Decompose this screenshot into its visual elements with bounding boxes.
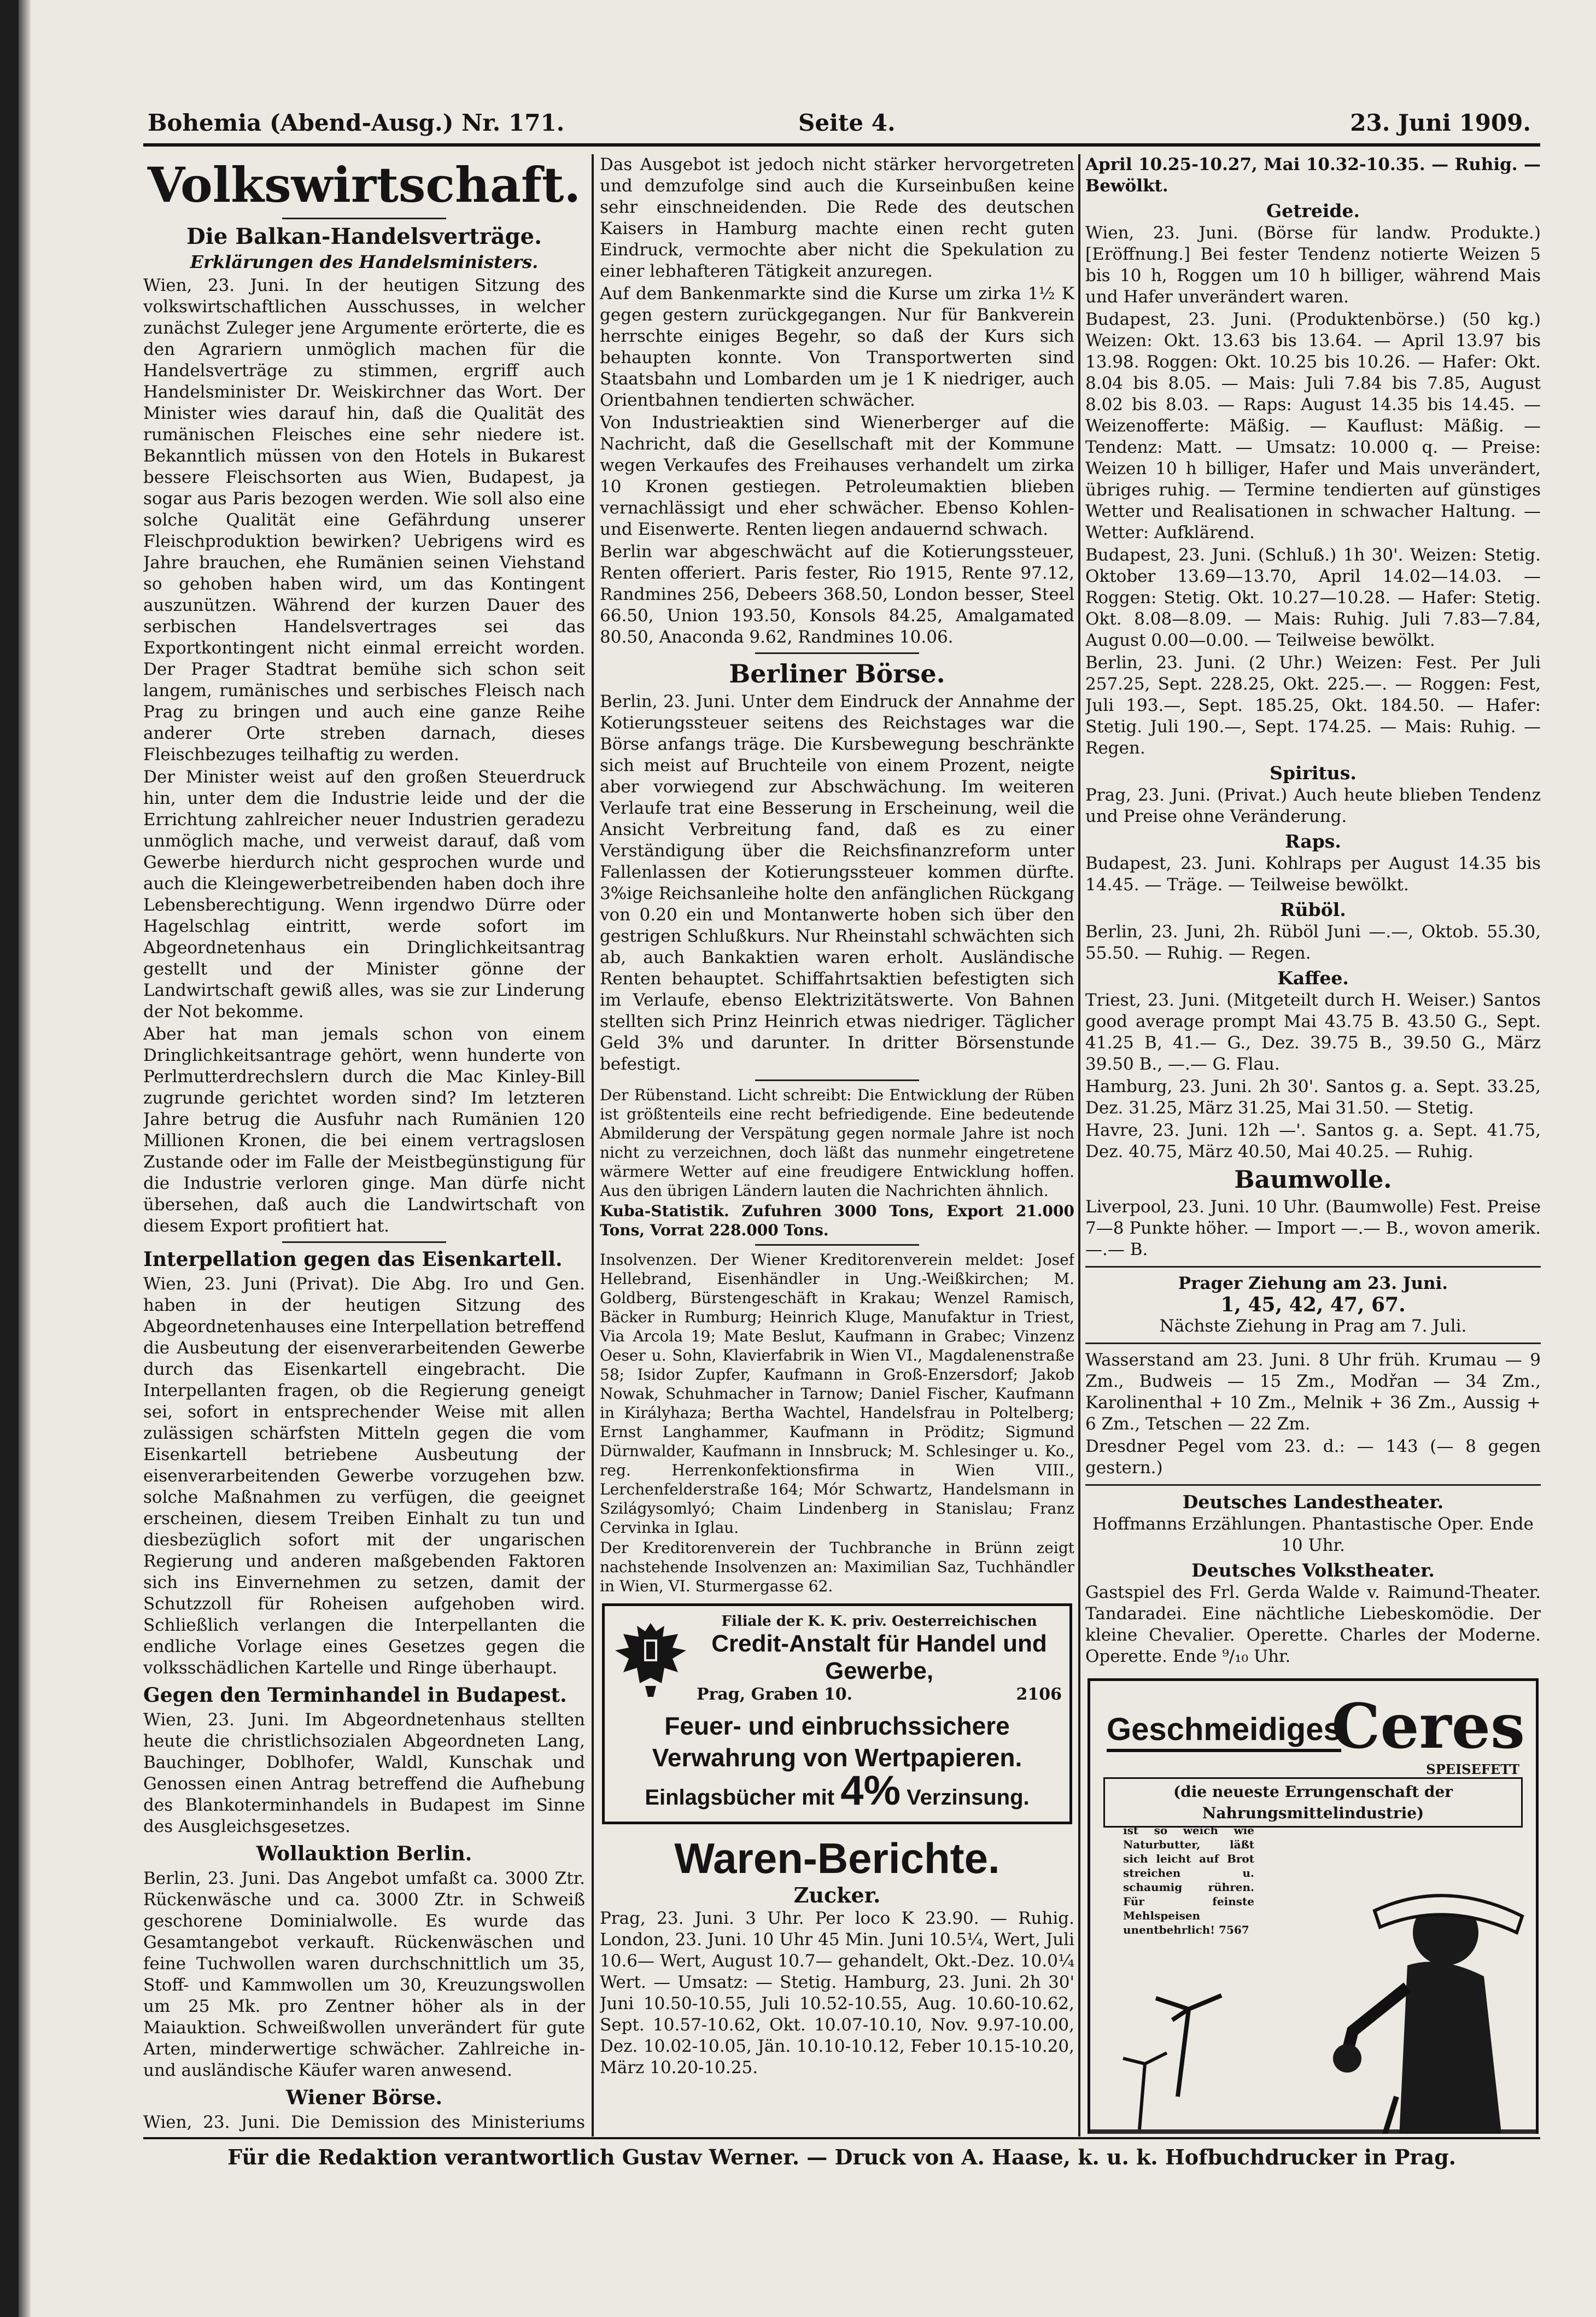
ceres-tagline: Geschmeidiges — [1107, 1711, 1341, 1752]
theater-title: Deutsches Volkstheater. — [1191, 1560, 1435, 1581]
paragraph: Der Rübenstand. Licht schreibt: Die Entwicklung der Rüben ist größtenteils eine recht befriedigende. Eine bedeutende Abmilderung der Verspätung gegen normale Jahre ist noch nicht zu verzeichnen, doch läßt das nunmehr eingetretene wärmere Wetter auf eine freudigere Entwicklung hoffen. Aus den übrigen Ländern lauten die Nachrichten ähnlich. — [600, 1086, 1074, 1200]
scan-edge — [0, 0, 19, 2317]
subsection-title: Rüböl. — [1280, 899, 1346, 920]
divider — [755, 1079, 919, 1081]
ad-header-row — [612, 1613, 1062, 1705]
ceres-slogan: (die neueste Errungenschaft der Nahrungsmittelindustrie) — [1103, 1777, 1523, 1828]
article-title: Wiener Börse. — [285, 2086, 443, 2109]
ad-address-row — [697, 1685, 1062, 1705]
ad-ref-number: 2106 — [1016, 1685, 1062, 1704]
paragraph: Wien, 23. Juni. In der heutigen Sitzung des volkswirtschaftlichen Ausschusses, in welcher zunächst Zuleger jene Argumente erörterte, die es den Agrariern unmöglich machen für die Handelsverträge zu stimmen, ergriff auch Handelsminister Dr. Weiskirchner das Wort. Der Minister wies darauf hin, daß die Qualität des rumänischen Fleisches eine sehr niedere ist. Bekanntlich müssen von den Hotels in Bukarest bessere Fleischsorten aus Wien, Budapest, ja sogar aus Paris bezogen werden. Wie soll also eine solche Qualität eine Gefährdung unserer Fleischproduktion bewirken? Uebrigens wird es Jahre brauchen, ehe Rumänien seinen Viehstand so gehoben haben wird, um das Kontingent auszunützen. Während der kurzen Dauer des serbischen Handelsvertrages sei das Exportkontingent nicht einmal erreicht worden. Der Prager Stadtrat bemühe sich schon seit langem, rumänisches und serbisches Fleisch nach Prag zu bringen und auch eine ganze Reihe anderer Orte streben darnach, dieses Fleischbezuges teilhaftig zu werden. — [143, 276, 585, 764]
article-subtitle: Erklärungen des Handelsministers. — [190, 252, 539, 272]
scan-edge-shadow — [19, 0, 31, 2317]
paragraph: Von Industrieaktien sind Wienerberger auf die Nachricht, daß die Gesellschaft mit der Kommune wegen Verkaufes des Freihauses verhandelt um zirka 10 Kronen gestiegen. Petroleumaktien blieben vernachlässigt und eher schwächer. Ebenso Kohlen- und Eisenwerte. Renten liegen andauernd schwach. — [600, 413, 1074, 539]
paragraph: Triest, 23. Juni. (Mitgeteilt durch H. Weiser.) Santos good average prompt Mai 43.75 B. 43.50 G., Sept. 41.25 B, 41.— G., Dez. 39.75 B., 39.50 G., März 39.50 B., —.— G. Flau. — [1085, 990, 1541, 1074]
paragraph: Wasserstand am 23. Juni. 8 Uhr früh. Krumau — 9 Zm., Budweis — 15 Zm., Modřan — 34 Zm., Karolinenthal + 10 Zm., Melnik + 36 Zm., Aussig + 6 Zm., Tetschen — 22 Zm. — [1085, 1350, 1541, 1434]
column-2 — [600, 154, 1074, 2134]
paragraph: Hamburg, 23. Juni. 2h 30'. Santos g. a. Sept. 33.25, Dez. 31.25, März 31.25, Mai 31.50. — Stetig. — [1085, 1077, 1541, 1118]
divider — [755, 1244, 919, 1246]
divider — [1085, 1266, 1541, 1268]
paragraph: Prag, 23. Juni. 3 Uhr. Per loco K 23.90. — Ruhig. London, 23. Juni. 10 Uhr 45 Min. Juni 10.5¼, Wert, Juli 10.6— Wert, August 10.7— gehandelt, Okt.-Dez. 10.0¼ Wert. — Umsatz: — Stetig. Hamburg, 23. Juni. 2h 30' Juni 10.50-10.55, Juli 10.52-10.55, Aug. 10.60-10.62, Sept. 10.57-10.62, Okt. 10.07-10.10, Nov. 9.97-10.00, Dez. 10.02-10.05, Jän. 10.10-10.12, Feber 10.15-10.20, März 10.20-10.25. — [600, 1909, 1074, 2077]
ceres-brand: Ceres — [1331, 1691, 1525, 1762]
lottery-next: Nächste Ziehung in Prag am 7. Juli. — [1159, 1316, 1467, 1336]
column-divider — [1078, 154, 1080, 2137]
divider — [1085, 1484, 1541, 1486]
ad-bank-name: Credit-Anstalt für Handel und Gewerbe, — [711, 1630, 1047, 1684]
column-divider — [592, 154, 594, 2137]
ad-service-text: Feuer- und einbruchssichere Verwahrung von Wertpapieren. — [652, 1712, 1022, 1772]
theater-title: Deutsches Landestheater. — [1182, 1491, 1444, 1513]
paragraph: April 10.25-10.27, Mai 10.32-10.35. — Ruhig. — Bewölkt. — [1085, 155, 1541, 196]
paragraph: Berlin, 23. Juni. Das Angebot umfaßt ca. 3000 Ztr. Rückenwäsche und ca. 3000 Ztr. in Schweiß geschorene Dominialwolle. Es wurde das Gesamtangebot verkauft. Rückenwäschen und feine Tuchwollen waren durchschnittlich um 35, Stoff- und Kammwollen um 30, Kreuzungswollen um 25 Mk. pro Zentner höher als in der Maiauktion. Schweißwollen unverändert für gute Arten, minderwertige schwächer. Zahlreiche in- und ausländische Käufer waren anwesend. — [143, 1869, 585, 2080]
article-title: Interpellation gegen das Eisenkartell. — [143, 1248, 563, 1271]
credit-anstalt-advertisement — [602, 1603, 1072, 1824]
paragraph: Liverpool, 23. Juni. 10 Uhr. (Baumwolle) Fest. Preise 7—8 Punkte höher. — Import —.— B., wovon amerik. —.— B. — [1085, 1197, 1541, 1259]
double-eagle-icon — [612, 1618, 689, 1700]
paragraph: Wien, 23. Juni. Die Demission des Ministeriums — [143, 2112, 585, 2132]
ceres-product: SPEISEFETT — [1426, 1761, 1519, 1777]
article-title: Die Balkan-Handelsverträge. — [186, 224, 542, 249]
ad-address: Prag, Graben 10. — [697, 1685, 853, 1704]
paragraph: Wien, 23. Juni. (Börse für landw. Produkte.) [Eröffnung.] Bei fester Tendenz notierte Weizen 5 bis 10 h, Roggen um 10 h billiger, während Mais und Hafer unverändert waren. — [1085, 223, 1541, 307]
subsection-title: Kaffee. — [1277, 967, 1349, 989]
paragraph: Budapest, 23. Juni. (Schluß.) 1h 30'. Weizen: Stetig. Oktober 13.69—13.70, April 14.02—14.03. — Roggen: Stetig. Okt. 10.27—10.28. — Hafer: Stetig. Okt. 8.08—8.09. — Mais: Ruhig. Juli 7.83—7.84, August 0.00—0.00. — Teilweise bewölkt. — [1085, 545, 1541, 650]
header-date: 23. Juni 1909. — [1350, 109, 1531, 136]
header-masthead: Bohemia (Abend-Ausg.) Nr. 171. — [148, 109, 565, 136]
column-3 — [1085, 154, 1541, 2134]
section-title: Volkswirtschaft. — [147, 156, 581, 213]
article-title: Wollauktion Berlin. — [256, 1842, 472, 1865]
paragraph: Kuba-Statistik. Zufuhren 3000 Tons, Export 21.000 Tons, Vorrat 228.000 Tons. — [600, 1202, 1074, 1239]
lottery-title: Prager Ziehung am 23. Juni. — [1178, 1274, 1448, 1293]
paragraph: Wien, 23. Juni. Im Abgeordnetenhaus stellten heute die christlichsozialen Abgeordneten Lang, Bauchinger, Doblhofer, Waldl, Kunschak und Genossen einen Antrag betreffend die Aufhebung des Blankoterminhandels in Budapest im Sinne des Ausgleichsgesetzes. — [143, 1710, 585, 1836]
ceres-advertisement — [1088, 1678, 1539, 2134]
footer-rule — [143, 2137, 1540, 2139]
paragraph: Prag, 23. Juni. (Privat.) Auch heute blieben Tendenz und Preise ohne Veränderung. — [1085, 785, 1541, 826]
paragraph: Der Kreditorenverein der Tuchbranche in Brünn zeigt nachstehende Insolvenzen an: Maximilian Saz, Tuchhändler in Wien, VI. Sturmergasse 62. — [600, 1539, 1074, 1595]
ad-interest-line — [612, 1767, 1062, 1815]
article-title: Berliner Börse. — [729, 659, 945, 688]
paragraph: Budapest, 23. Juni. Kohlraps per August 14.35 bis 14.45. — Träge. — Teilweise bewölkt. — [1085, 854, 1541, 895]
header-page-number: Seite 4. — [798, 109, 896, 136]
paragraph: Der Minister weist auf den großen Steuerdruck hin, unter dem die Industrie leide und der die Errichtung zahlreicher neuer Industrien geradezu unmöglich mache, und verweist darauf, daß vom Gewerbe hierdurch nicht gesprochen wurde und auch die Kleingewerbetreibenden haben doch ihre Lebensberechtigung. Wenn irgendwo Dürre oder Hagelschlag eintritt, werde sofort im Abgeordnetenhaus ein Dringlichkeitsantrag gestellt und der Minister gönne der Landwirtschaft gewiß alles, was sie zur Linderung der Not bekomme. — [143, 767, 585, 1022]
paragraph: Berlin, 23. Juni, 2h. Rüböl Juni —.—, Oktob. 55.30, 55.50. — Ruhig. — Regen. — [1085, 922, 1541, 963]
paragraph: Dresdner Pegel vom 23. d.: — 143 (— 8 gegen gestern.) — [1085, 1437, 1541, 1478]
subsection-title: Raps. — [1285, 831, 1341, 852]
paragraph: Wien, 23. Juni (Privat). Die Abg. Iro und Gen. haben in der heutigen Sitzung des Abgeordnetenhauses eine Interpellation betreffend die Ausbeutung der eisenverarbeitenden Gewerbe durch das Eisenkartell eingebracht. Die Interpellanten fragen, ob die Regierung geneigt sei, sofort in entsprechender Weise mit allen zulässigen schärfsten Mitteln gegen die vom Eisenkartell betriebene Ausbeutung der eisenverarbeitenden Gewerbe vorzugehen bzw. solche Maßnahmen zu verfügen, die geeignet erscheinen, diesem Treiben Einhalt zu tun und diesbezüglich sofort mit der ungarischen Regierung und anderen maßgebenden Faktoren sich ins Einvernehmen zu setzen, damit der Schutzzoll für Roheisen aufgehoben wird. Schließlich verlangen die Interpellanten die endliche Vorlage eines Gesetzes gegen die volksschädlichen Kartelle und Ringe überhaupt. — [143, 1274, 585, 1678]
ad-header-text — [697, 1613, 1062, 1705]
page-footer: Für die Redaktion verantwortlich Gustav Werner. — Druck von A. Haase, k. u. k. Hofbuchdrucker in Prag. — [227, 2145, 1456, 2169]
paragraph: Auf dem Bankenmarkte sind die Kurse um zirka 1½ K gegen gestern zurückgegangen. Nur für Bankverein herrschte einiges Begehr, so daß der Kurs sich behaupten konnte. Von Transportwerten sind Staatsbahn und Lombarden um je 1 K niedriger, auch Orientbahnen tendierten schwächer. — [600, 284, 1074, 410]
paragraph: Gastspiel des Frl. Gerda Walde v. Raimund-Theater. Tandaradei. Eine nächtliche Liebeskomödie. Der kleine Chevalier. Operette. Charles der Moderne. Operette. Ende ⁹/₁₀ Uhr. — [1085, 1583, 1541, 1666]
divider — [1085, 1343, 1541, 1344]
paragraph: Das Ausgebot ist jedoch nicht stärker hervorgetreten und demzufolge sind auch die Kurseinbußen keine sehr einschneidenden. Die Rede des deutschen Kaisers in Hamburg machte einen recht guten Eindruck, vermochte aber nicht die Spekulation zu einer lebhafteren Tätigkeit anzuregen. — [600, 155, 1074, 281]
paragraph: Aber hat man jemals schon von einem Dringlichkeitsantrage gehört, wenn hunderte von Perlmutterdrechslern durch die Mac Kinley-Bill zugrunde gerichtet worden sind? Im letzteren Jahre betrug die Ausfuhr nach Rumänien 120 Millionen Kronen, die bei einem vertragslosen Zustande oder im Falle der Meistbegünstigung für die Industrie verloren ginge. Man dürfe nicht übersehen, daß auch die Landwirtschaft von diesem Export profitiert hat. — [143, 1024, 585, 1236]
paragraph: Berlin, 23. Juni. Unter dem Eindruck der Annahme der Kotierungssteuer seitens des Reichstages war die Börse anfangs träge. Die Kursbewegung beschränkte sich meist auf Bruchteile von einem Prozent, neigte aber vorwiegend zur Abschwächung. Im weiteren Verlaufe trat eine Besserung in Erscheinung, weil die Ansicht Verbreitung fand, daß es zu einer Verständigung über die Reichsfinanzreform unter Fallenlassen der Kotierungssteuer kommen dürfte. 3%ige Reichsanleihe holte den anfänglichen Rückgang von 0.20 ein und Montanwerte hoben sich über den gestrigen Schlußkurs. Nur Rheinstahl schwächten sich ab, auch Bankaktien waren erholt. Ausländische Renten behauptet. Schiffahrtsaktien befestigten sich im Verlaufe, ebenso Elektrizitätswerte. Von Bahnen stellten sich Prinz Heinrich etwas niedriger. Täglicher Geld 3% und darunter. In dritter Börsenstunde befestigt. — [600, 692, 1074, 1074]
article-title: Gegen den Terminhandel in Budapest. — [143, 1684, 567, 1707]
divider — [282, 218, 446, 219]
paragraph: Insolvenzen. Der Wiener Kreditorenverein meldet: Josef Hellebrand, Eisenhändler in Ung.-Weißkirchen; M. Goldberg, Bürstengeschäft in Krakau; Wenzel Ramisch, Bäcker in Rumburg; Heinrich Kluge, Manufaktur in Triest, Via Arcola 19; Mate Beslut, Kaufmann in Grabec; Vinzenz Oeser u. Sohn, Klavierfabrik in Wien VI., Magdalenenstraße 58; Isidor Zupfer, Kaufmann in Groß-Enzersdorf; Jakob Nowak, Schuhmacher in Tarnow; Daniel Fischer, Kaufmann in Királyhaza; Bertha Wachtel, Handelsfrau in Poltelberg; Ernst Langhammer, Kaufmann in Pröditz; Sigmund Dürnwalder, Kaufmann in Innsbruck; M. Schlesinger u. Ko., reg. Herrenkonfektionsfirma in Wien VIII., Lerchenfelderstraße 164; Mór Schwartz, Handelsmann in Szilágysomlyó; Chaim Lindenberg in Stanislau; Franz Cervinka in Iglau. — [600, 1251, 1074, 1537]
subsection-title: Zucker. — [793, 1883, 881, 1907]
paragraph: Havre, 23. Juni. 12h —'. Santos g. a. Sept. 41.75, Dez. 40.75, März 40.50, Mai 40.25. — Ruhig. — [1085, 1120, 1541, 1162]
ad-interest-suffix: Verzinsung. — [907, 1785, 1030, 1810]
paragraph: Budapest, 23. Juni. (Produktenbörse.) (50 kg.) Weizen: Okt. 13.63 bis 13.64. — April 13.97 bis 13.98. Roggen: Okt. 10.25 bis 10.26. — Hafer: Okt. 8.04 bis 8.05. — Mais: Juli 7.84 bis 7.85, August 8.02 bis 8.03. — Raps: August 14.35 bis 14.45. — Weizenofferte: Mäßig. — Kauflust: Mäßig. — Tendenz: Matt. — Umsatz: 10.000 q. — Preise: Weizen 10 h billiger, Hafer und Mais unverändert, übriges ruhig. — Termine tendierten auf günstiges Wetter und Realisationen in schwacher Haltung. — Wetter: Aufklärend. — [1085, 310, 1541, 542]
page-header — [148, 109, 1531, 140]
paragraph: Hoffmanns Erzählungen. Phantastische Oper. Ende 10 Uhr. — [1092, 1514, 1534, 1555]
ceres-description: ist so weich wie Naturbutter, läßt sich leicht auf Brot streichen u. schaumig rühren. Für feinste Mehlspeisen unentbehrlich! 7567 — [1123, 1824, 1254, 1936]
subsection-title: Baumwolle. — [1234, 1166, 1392, 1194]
divider — [755, 652, 919, 654]
ceres-title-row — [1101, 1691, 1525, 1777]
ad-interest-rate: 4% — [840, 1767, 901, 1814]
divider — [282, 1241, 446, 1243]
lottery-numbers: 1, 45, 42, 47, 67. — [1220, 1293, 1406, 1316]
ad-interest-label: Einlagsbücher mit — [645, 1785, 835, 1810]
header-rule — [143, 143, 1540, 147]
subsection-title: Spiritus. — [1270, 762, 1357, 784]
paragraph: Berlin, 23. Juni. (2 Uhr.) Weizen: Fest. Per Juli 257.25, Sept. 228.25, Okt. 225.—. — Roggen: Fest, Juli 193.—, Sept. 185.25, Okt. 184.50. — Hafer: Stetig. Juli 190.—, Sept. 174.25. — Mais: Ruhig. — Regen. — [1085, 653, 1541, 758]
section-title: Waren-Berichte. — [674, 1834, 1000, 1882]
column-1 — [143, 154, 585, 2134]
subsection-title: Getreide. — [1266, 200, 1360, 221]
paragraph: Berlin war abgeschwächt auf die Kotierungssteuer, Renten offeriert. Paris fester, Rio 1915, Rente 97.12, Randmines 256, Debeers 368.50, London besser, Steel 66.50, Union 193.50, Konsols 84.25, Amalgamated 80.50, Anaconda 9.62, Randmines 10.06. — [600, 542, 1074, 647]
ad-line: Filiale der K. K. priv. Oesterreichischen — [721, 1613, 1037, 1630]
